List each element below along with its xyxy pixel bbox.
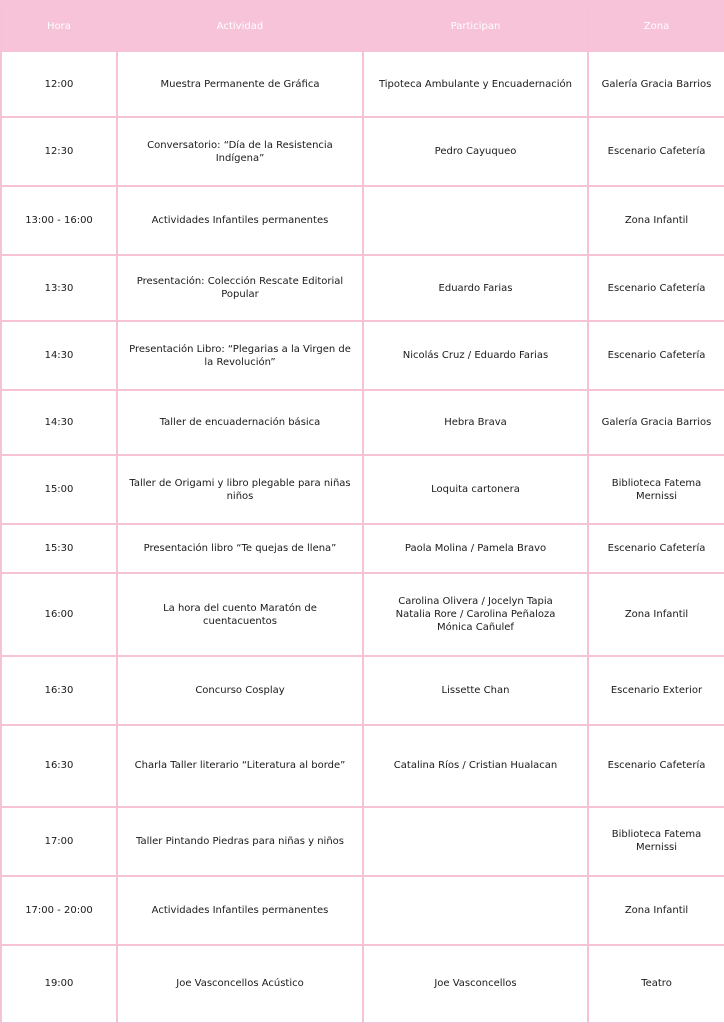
table-row bbox=[1, 186, 724, 255]
cell-actividad: Presentación: Colección Rescate Editorial Popular bbox=[117, 255, 363, 321]
cell-hora: 17:00 bbox=[1, 807, 117, 876]
table-row bbox=[1, 573, 724, 655]
cell-participan: Tipoteca Ambulante y Encuadernación bbox=[363, 51, 588, 117]
cell-participan bbox=[363, 807, 588, 876]
cell-actividad: La hora del cuento Maratón de cuentacuentos bbox=[117, 573, 363, 655]
cell-hora: 16:30 bbox=[1, 656, 117, 725]
cell-zona: Escenario Cafetería bbox=[588, 725, 724, 807]
cell-participan bbox=[363, 876, 588, 945]
cell-participan: Eduardo Farias bbox=[363, 255, 588, 321]
table-row bbox=[1, 455, 724, 524]
table-row bbox=[1, 725, 724, 807]
cell-actividad: Taller Pintando Piedras para niñas y niños bbox=[117, 807, 363, 876]
cell-zona: Zona Infantil bbox=[588, 876, 724, 945]
cell-hora: 16:30 bbox=[1, 725, 117, 807]
table-row bbox=[1, 524, 724, 573]
cell-hora: 14:30 bbox=[1, 390, 117, 455]
cell-hora: 12:00 bbox=[1, 51, 117, 117]
cell-participan: Loquita cartonera bbox=[363, 455, 588, 524]
cell-participan: Joe Vasconcellos bbox=[363, 945, 588, 1023]
cell-participan: Nicolás Cruz / Eduardo Farias bbox=[363, 321, 588, 390]
cell-hora: 14:30 bbox=[1, 321, 117, 390]
header-zona: Zona bbox=[588, 1, 724, 51]
cell-actividad: Actividades Infantiles permanentes bbox=[117, 876, 363, 945]
cell-hora: 19:00 bbox=[1, 945, 117, 1023]
header-participan: Participan bbox=[363, 1, 588, 51]
cell-participan: Hebra Brava bbox=[363, 390, 588, 455]
cell-actividad: Taller de encuadernación básica bbox=[117, 390, 363, 455]
cell-actividad: Actividades Infantiles permanentes bbox=[117, 186, 363, 255]
cell-zona: Biblioteca Fatema Mernissi bbox=[588, 807, 724, 876]
cell-zona: Escenario Cafetería bbox=[588, 524, 724, 573]
table-row bbox=[1, 656, 724, 725]
cell-actividad: Muestra Permanente de Gráfica bbox=[117, 51, 363, 117]
table-row bbox=[1, 255, 724, 321]
cell-participan: Carolina Olivera / Jocelyn Tapia Natalia Rore / Carolina Peñaloza Mónica Cañulef bbox=[363, 573, 588, 655]
header-actividad: Actividad bbox=[117, 1, 363, 51]
cell-hora: 17:00 - 20:00 bbox=[1, 876, 117, 945]
cell-zona: Zona Infantil bbox=[588, 573, 724, 655]
table-row bbox=[1, 876, 724, 945]
header-hora: Hora bbox=[1, 1, 117, 51]
cell-zona: Escenario Cafetería bbox=[588, 321, 724, 390]
cell-hora: 13:30 bbox=[1, 255, 117, 321]
table-row bbox=[1, 807, 724, 876]
cell-participan: Paola Molina / Pamela Bravo bbox=[363, 524, 588, 573]
cell-participan: Pedro Cayuqueo bbox=[363, 117, 588, 186]
table-row bbox=[1, 117, 724, 186]
cell-participan bbox=[363, 186, 588, 255]
table-row bbox=[1, 51, 724, 117]
cell-actividad: Concurso Cosplay bbox=[117, 656, 363, 725]
cell-hora: 15:30 bbox=[1, 524, 117, 573]
cell-actividad: Charla Taller literario “Literatura al borde” bbox=[117, 725, 363, 807]
cell-actividad: Joe Vasconcellos Acústico bbox=[117, 945, 363, 1023]
cell-hora: 16:00 bbox=[1, 573, 117, 655]
cell-zona: Biblioteca Fatema Mernissi bbox=[588, 455, 724, 524]
cell-participan: Catalina Ríos / Cristian Hualacan bbox=[363, 725, 588, 807]
cell-zona: Galería Gracia Barrios bbox=[588, 390, 724, 455]
cell-zona: Zona Infantil bbox=[588, 186, 724, 255]
cell-zona: Escenario Cafetería bbox=[588, 117, 724, 186]
table-row bbox=[1, 321, 724, 390]
header-row bbox=[1, 1, 724, 51]
cell-participan: Lissette Chan bbox=[363, 656, 588, 725]
cell-actividad: Presentación libro “Te quejas de llena” bbox=[117, 524, 363, 573]
cell-hora: 13:00 - 16:00 bbox=[1, 186, 117, 255]
cell-zona: Galería Gracia Barrios bbox=[588, 51, 724, 117]
cell-zona: Teatro bbox=[588, 945, 724, 1023]
cell-hora: 15:00 bbox=[1, 455, 117, 524]
cell-hora: 12:30 bbox=[1, 117, 117, 186]
cell-actividad: Presentación Libro: “Plegarias a la Virgen de la Revolución” bbox=[117, 321, 363, 390]
cell-actividad: Taller de Origami y libro plegable para niñas niños bbox=[117, 455, 363, 524]
cell-actividad: Conversatorio: “Día de la Resistencia Indígena” bbox=[117, 117, 363, 186]
cell-zona: Escenario Cafetería bbox=[588, 255, 724, 321]
table-row bbox=[1, 390, 724, 455]
cell-zona: Escenario Exterior bbox=[588, 656, 724, 725]
table-row bbox=[1, 945, 724, 1023]
